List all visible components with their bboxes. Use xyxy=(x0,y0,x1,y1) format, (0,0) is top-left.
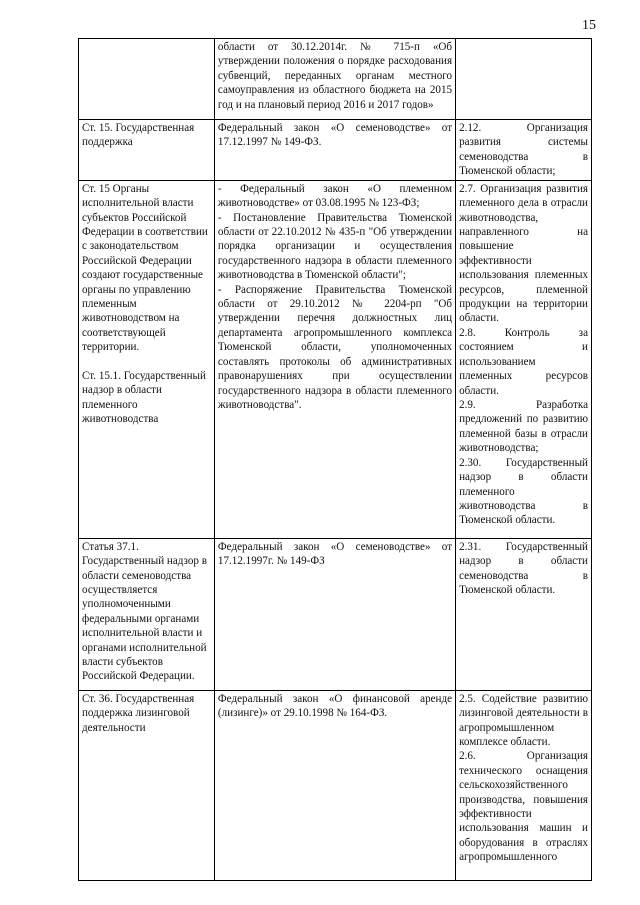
article-text: Ст. 15.1. Государственный надзор в области племенного животноводства xyxy=(82,369,206,426)
legal-basis-cell xyxy=(214,538,455,690)
function-text: 2.9. Разработка предложений по развитию племенной базы в отрасли животноводства; xyxy=(459,399,588,455)
function-cell xyxy=(456,39,592,120)
legal-basis-text: - Федеральный закон «О племенном животноводстве» от 03.08.1995 № 123-ФЗ; xyxy=(217,182,453,210)
function-cell xyxy=(456,120,592,181)
legal-basis-text: Федеральный закон «О семеноводстве» от 17.12.1997г. № 149-ФЗ xyxy=(217,540,453,568)
article-text: Ст. 15 Органы исполнительной власти субъектов Российской Федерации в соответствии с законодательством Российской Федерации создают государственные органы по управлению племенным животноводством на соответствующей территории. xyxy=(82,182,208,354)
legal-basis-cell xyxy=(214,180,455,538)
legal-table xyxy=(78,38,592,881)
article-cell xyxy=(79,538,215,690)
legal-basis-text: Федеральный закон «О финансовой аренде (лизинге)» от 29.10.1998 № 164-ФЗ. xyxy=(217,692,453,720)
legal-basis-text: Федеральный закон «О семеноводстве» от 17.12.1997 № 149-ФЗ. xyxy=(217,122,453,149)
legal-basis-text: - Постановление Правительства Тюменской области от 22.10.2012 № 435-п "Об утверждении порядка организации и осуществления государственного надзора в области племенного животноводства в Тюменской области"; xyxy=(217,211,453,282)
legal-basis-text: - Распоряжение Правительства Тюменской области от 29.10.2012 № 2204-рп "Об утверждении перечня должностных лиц департамента агропромышленного комплекса Тюменской области, уполномоченных составлять протоколы об административных правонарушениях при осуществлении государственного надзора в области племенного животноводства". xyxy=(217,283,453,412)
function-text: 2.30. Государственный надзор в области племенного животноводства в Тюменской области. xyxy=(459,456,588,527)
legal-basis-cell xyxy=(214,690,455,880)
article-text: Ст. 15. Государственная поддержка xyxy=(82,122,195,149)
function-text: 2.12. Организация развития системы семеноводства в Тюменской области; xyxy=(459,122,588,178)
legal-basis-cell xyxy=(214,39,455,120)
function-cell xyxy=(456,690,592,880)
article-text: Ст. 36. Государственная поддержка лизинговой деятельности xyxy=(82,692,195,734)
function-text: 2.7. Организация развития племенного дела в отрасли животноводства, направленного на повышение эффективности использования племенных ресурсов, племенной продукции на территории области. xyxy=(459,182,588,325)
function-cell xyxy=(456,180,592,538)
article-text: Статья 37.1. Государственный надзор в области семеноводства осуществляется уполномоченными федеральными органами исполнительной власти и органами исполнительной власти субъектов Российской Федерации. xyxy=(82,540,207,683)
table-row xyxy=(79,538,592,690)
function-text: 2.31. Государственный надзор в области семеноводства в Тюменской области. xyxy=(459,540,588,596)
legal-basis-cell xyxy=(214,120,455,181)
table-row xyxy=(79,39,592,120)
article-cell xyxy=(79,690,215,880)
article-cell xyxy=(79,39,215,120)
table-row xyxy=(79,690,592,880)
function-text: 2.8. Контроль за состоянием и использованием племенных ресурсов области. xyxy=(459,326,588,397)
legal-basis-text: области от 30.12.2014г. № 715-п «Об утверждении положения о порядке расходования субвенций, переданных органам местного самоуправления из областного бюджета на 2015 год и на плановый период 2016 и 2017 годов» xyxy=(217,41,453,111)
function-text: 2.5. Содействие развитию лизинговой деятельности в агропромышленном комплексе области. xyxy=(459,692,588,748)
page-number: 15 xyxy=(582,18,596,33)
article-cell xyxy=(79,120,215,181)
function-cell xyxy=(456,538,592,690)
article-cell xyxy=(79,180,215,538)
table-row xyxy=(79,180,592,538)
function-text: 2.6. Организация технического оснащения сельскохозяйственного производства, повышения эффективности использования машин и оборудования в отраслях агропромышленного xyxy=(459,750,588,864)
table-row xyxy=(79,120,592,181)
